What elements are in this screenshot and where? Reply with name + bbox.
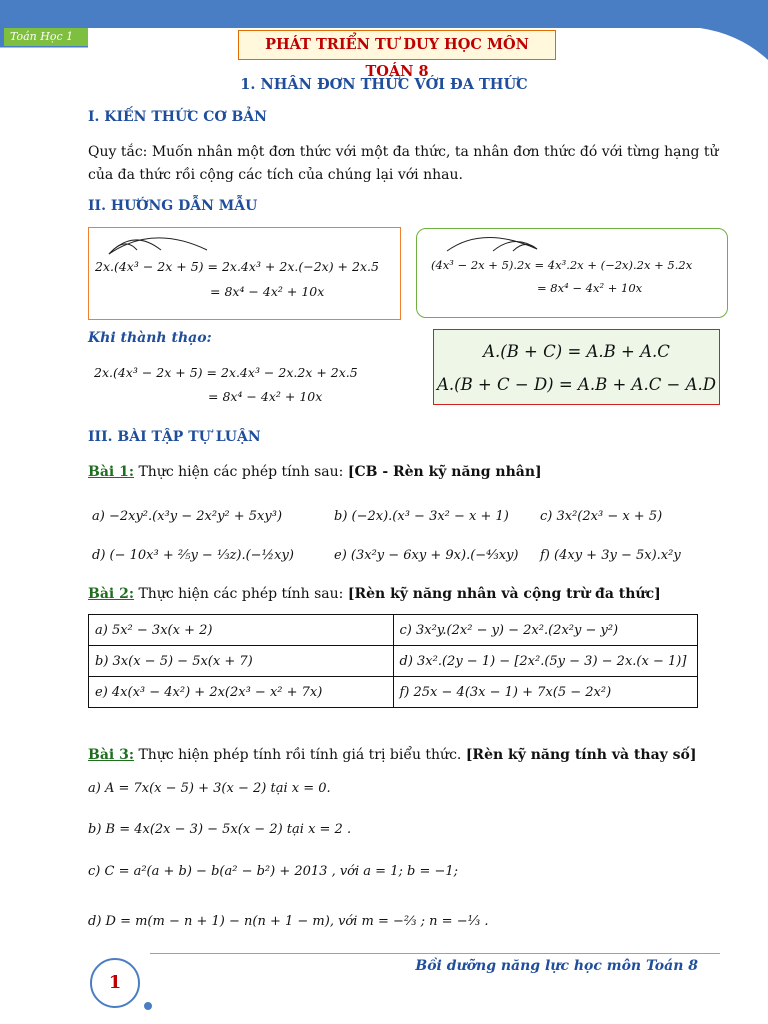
example-left-line2: = 8x⁴ − 4x² + 10x (210, 284, 325, 299)
exercise-1e: e) (3x²y − 6xy + 9x).(−⁴⁄₃xy) (334, 548, 519, 563)
footer-text: Bồi dưỡng năng lực học môn Toán 8 (415, 958, 698, 974)
exercise-2d: d) 3x².(2y − 1) − [2x².(5y − 3) − 2x.(x − 1)] (393, 646, 698, 677)
formula-2: A.(B + C − D) = A.B + A.C − A.D (436, 375, 717, 394)
example-right-line1: (4x³ − 2x + 5).2x = 4x³.2x + (−2x).2x + 5.2x (431, 258, 693, 272)
exercise-3c: c) C = a²(a + b) − b(a² − b²) + 2013 , với a = 1; b = −1; (88, 864, 459, 879)
table-row (89, 677, 698, 708)
brand-label: Toán Học 1 (4, 28, 88, 46)
exercise-3-label: Bài 3: (88, 747, 135, 763)
exercise-2-table (88, 614, 698, 708)
exercise-1f: f) (4xy + 3y − 5x).x²y (540, 548, 681, 563)
section1-heading: I. KIẾN THỨC CƠ BẢN (88, 109, 267, 125)
lesson-title: 1. NHÂN ĐƠN THỨC VỚI ĐA THỨC (240, 76, 528, 93)
table-row (89, 646, 698, 677)
example-box-left (88, 227, 401, 320)
exercise-2f: f) 25x − 4(3x − 1) + 7x(5 − 2x²) (393, 677, 698, 708)
exercise-3-tag: [Rèn kỹ năng tính và thay số] (465, 747, 697, 763)
example-box-right (416, 228, 728, 318)
page-number: 1 (90, 958, 140, 1008)
formula-box (433, 329, 720, 405)
exercise-1-text: Thực hiện các phép tính sau: (134, 464, 348, 480)
exercise-2e: e) 4x(x³ − 4x²) + 2x(2x³ − x² + 7x) (89, 677, 394, 708)
fluent-label: Khi thành thạo: (88, 330, 212, 346)
exercise-2-tag: [Rèn kỹ năng nhân và cộng trừ đa thức] (347, 586, 661, 602)
exercise-1b: b) (−2x).(x³ − 3x² − x + 1) (334, 509, 509, 524)
exercise-2a: a) 5x² − 3x(x + 2) (89, 615, 394, 646)
example-left-line1: 2x.(4x³ − 2x + 5) = 2x.4x³ + 2x.(−2x) + 2x.5 (95, 259, 379, 274)
section2-heading: II. HƯỚNG DẪN MẪU (88, 198, 258, 214)
example-right-line2: = 8x⁴ − 4x² + 10x (537, 281, 643, 295)
exercise-2-text: Thực hiện các phép tính sau: (134, 586, 348, 602)
exercise-2-label: Bài 2: (88, 586, 135, 602)
document-title: PHÁT TRIỂN TƯ DUY HỌC MÔN TOÁN 8 (238, 30, 556, 60)
exercise-1a: a) −2xy².(x³y − 2x²y² + 5xy³) (92, 509, 283, 524)
exercise-3a: a) A = 7x(x − 5) + 3(x − 2) tại x = 0. (88, 781, 331, 796)
footer-divider (150, 953, 720, 954)
exercise-1d: d) (− 10x³ + ²⁄₅y − ¹⁄₃z).(−½xy) (92, 548, 294, 563)
distribution-arcs-icon (103, 232, 213, 256)
exercise-3-heading (88, 744, 697, 767)
exercise-1-label: Bài 1: (88, 464, 135, 480)
rule-line-1: Quy tắc: Muốn nhân một đơn thức với một đa thức, ta nhân đơn thức đó với từng hạng tử (88, 144, 719, 160)
exercise-3d: d) D = m(m − n + 1) − n(n + 1 − m), với m = −⅔ ; n = −⅓ . (88, 914, 489, 929)
exercise-1-tag: [CB - Rèn kỹ năng nhân] (347, 464, 542, 480)
exercise-1-heading (88, 461, 542, 484)
table-row (89, 615, 698, 646)
formula-1: A.(B + C) = A.B + A.C (483, 342, 670, 361)
exercise-1c: c) 3x²(2x³ − x + 5) (540, 509, 663, 524)
section3-heading: III. BÀI TẬP TỰ LUẬN (88, 429, 261, 445)
exercise-2b: b) 3x(x − 5) − 5x(x + 7) (89, 646, 394, 677)
fluent-line1: 2x.(4x³ − 2x + 5) = 2x.4x³ − 2x.2x + 2x.5 (94, 365, 358, 380)
exercise-3-text: Thực hiện phép tính rồi tính giá trị biểu thức. (134, 747, 466, 763)
rule-line-2: của đa thức rồi cộng các tích của chúng lại với nhau. (88, 167, 463, 183)
distribution-arcs-icon (443, 231, 543, 253)
page-dot-icon (144, 1002, 152, 1010)
exercise-2c: c) 3x²y.(2x² − y) − 2x².(2x²y − y²) (393, 615, 698, 646)
exercise-2-heading (88, 583, 661, 606)
exercise-3b: b) B = 4x(2x − 3) − 5x(x − 2) tại x = 2 . (88, 822, 352, 837)
fluent-line2: = 8x⁴ − 4x² + 10x (208, 389, 323, 404)
